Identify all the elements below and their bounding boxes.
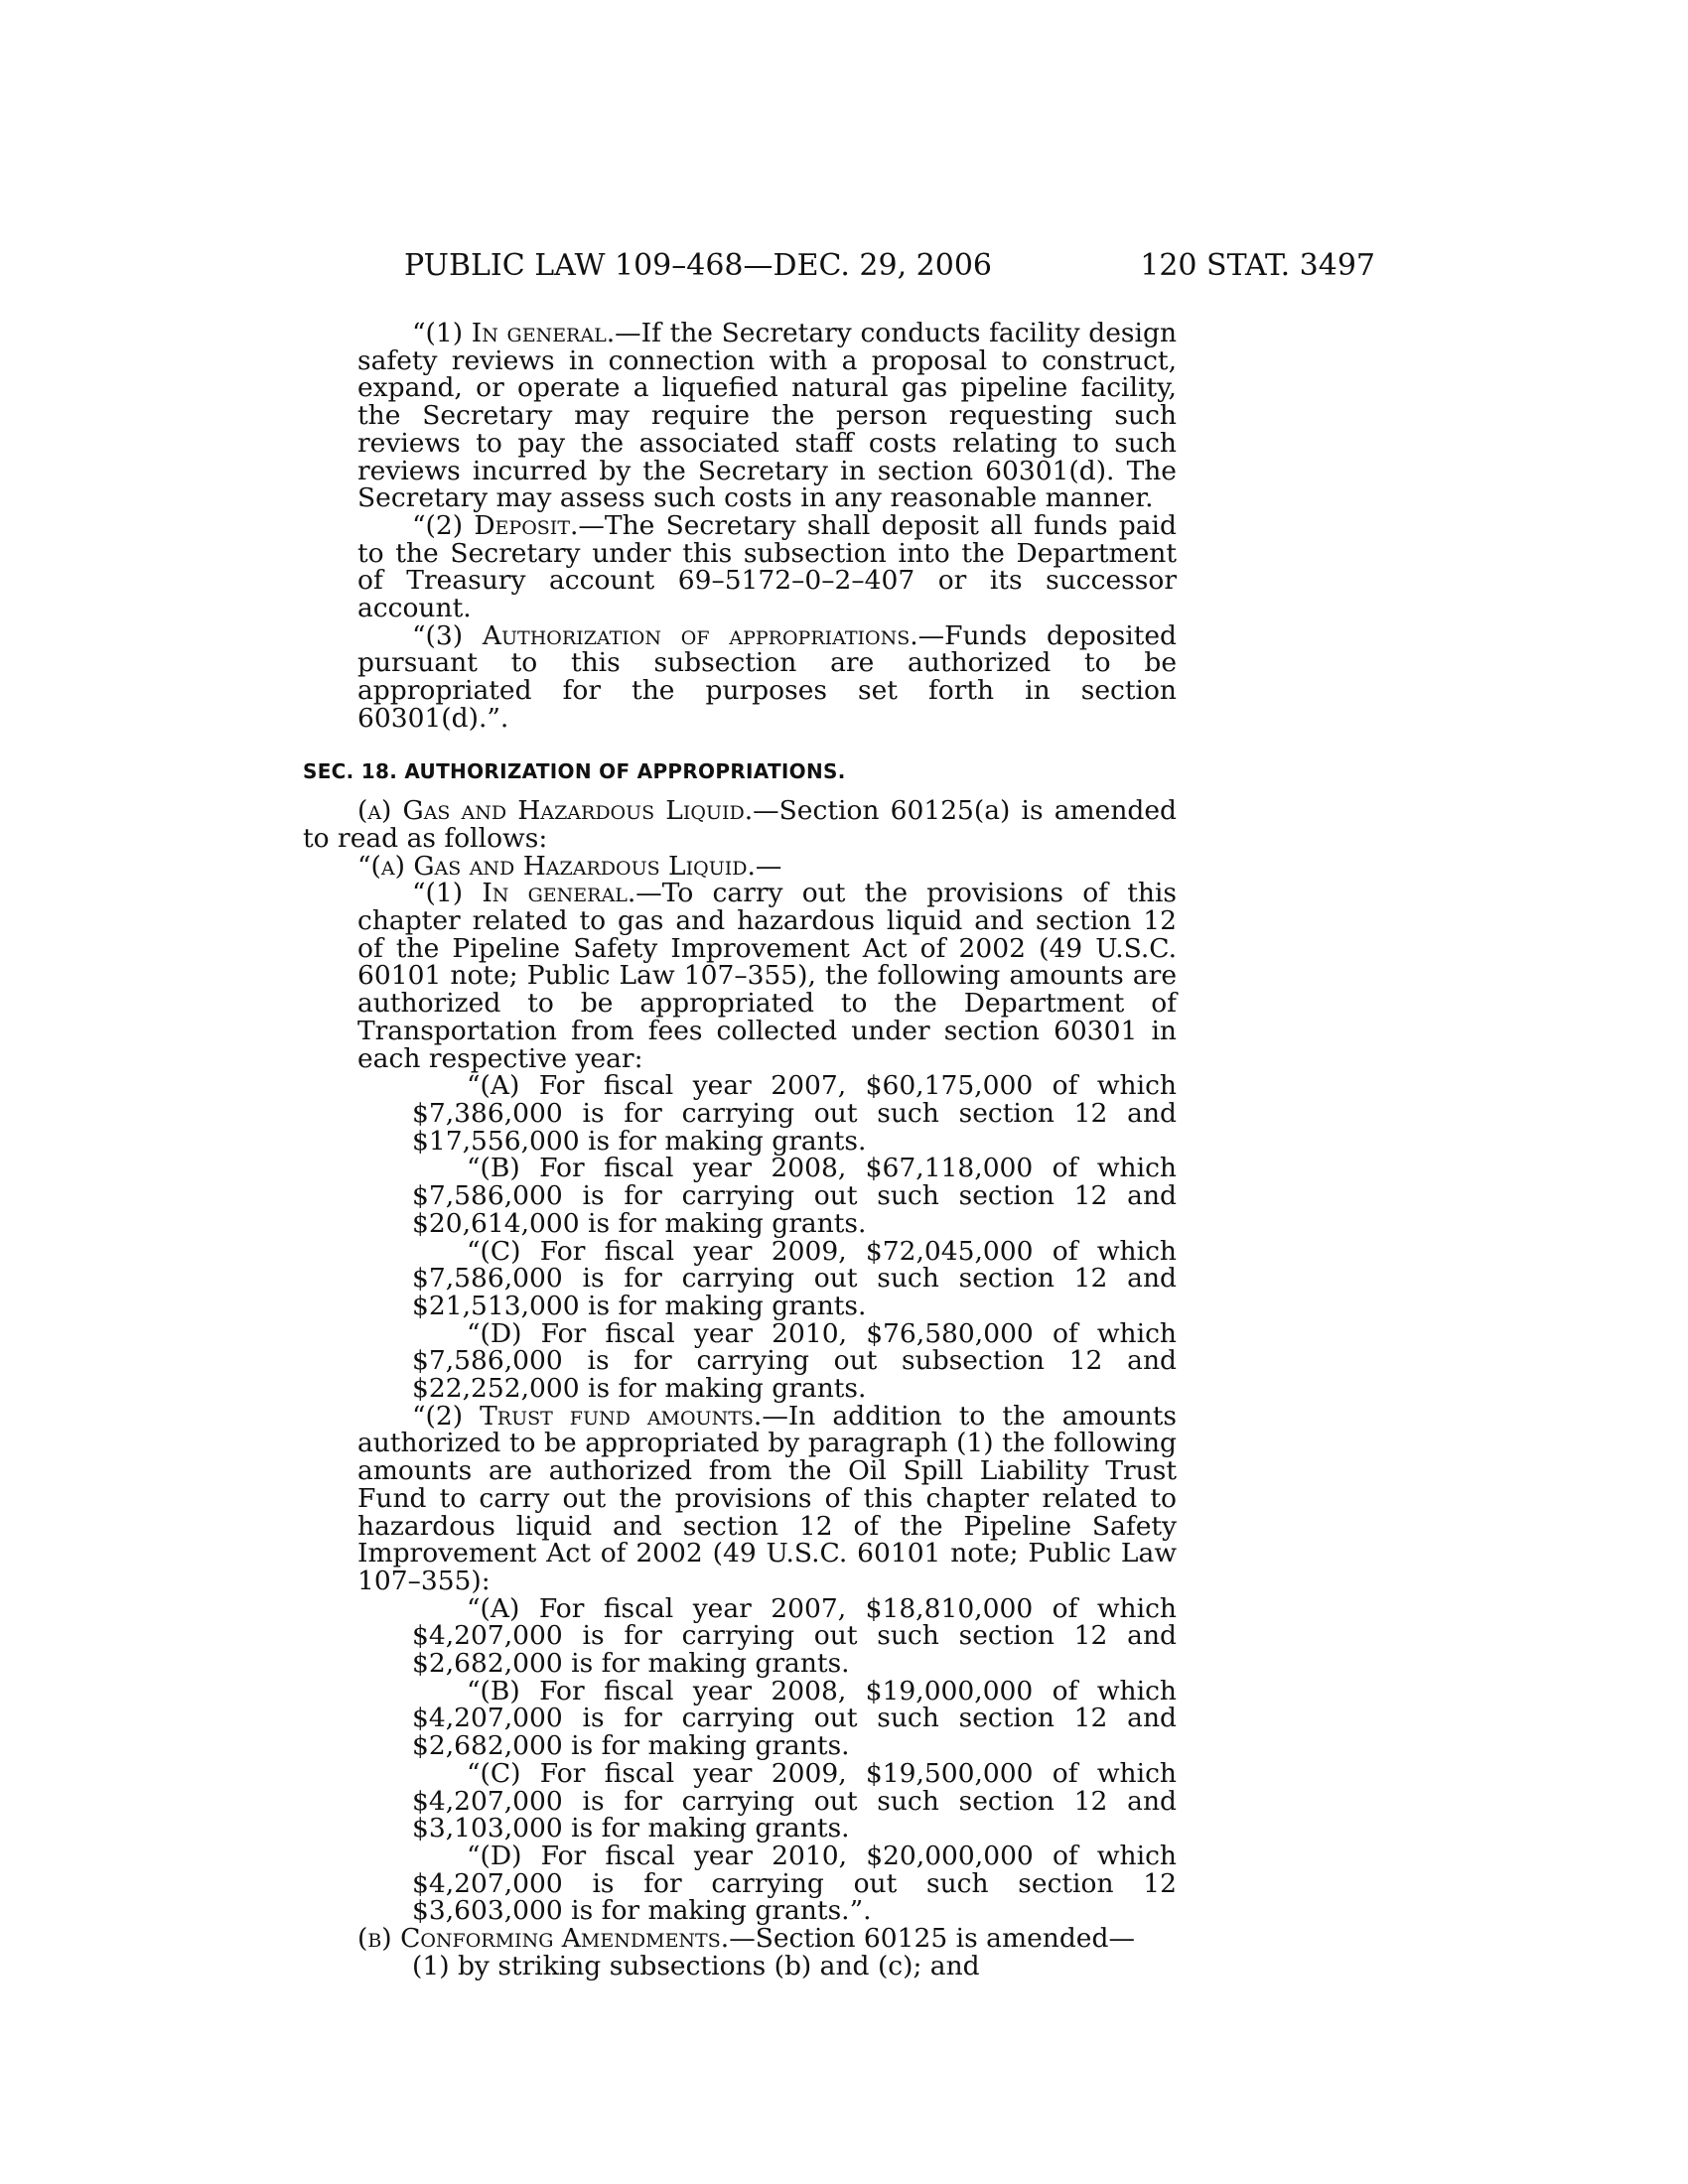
paragraph-label: “(2) Trust fund amounts. bbox=[412, 1400, 763, 1432]
paragraph-text: —If the Secretary conducts facility design safety reviews in connection with a proposal to construct, expand, or operate a liquefied natural gas pipeline facility, the Secretary may require the person requesting such reviews to pay the associated staff costs relating to such reviews incurred by the Secretary in section 60301(d). The Secretary may assess such costs in any reasonable manner. bbox=[357, 318, 1178, 514]
trust-fund-item: “(C) For fiscal year 2009, $19,500,000 of which $4,207,000 is for carrying out such section 12 and $3,103,000 is for making grants. bbox=[412, 1757, 1177, 1844]
paragraph-label: “(1) In general. bbox=[412, 878, 636, 909]
paragraph-text: —The Secretary shall deposit all funds paid to the Secretary under this subsection into the Department of Treasury account 69–5172–0–2–407 or its successor account. bbox=[357, 509, 1177, 624]
paragraph-cost-recovery-3 bbox=[303, 619, 1177, 734]
paragraph-in-general bbox=[303, 880, 1177, 1072]
fiscal-year-item: “(B) For fiscal year 2008, $67,118,000 of which $7,586,000 is for carrying out such section 12 and $20,614,000 is for making grants. bbox=[412, 1153, 1177, 1239]
trust-fund-item: “(A) For fiscal year 2007, $18,810,000 of which $4,207,000 is for carrying out such section 12 and $2,682,000 is for making grants. bbox=[412, 1592, 1177, 1680]
fiscal-year-item: “(C) For fiscal year 2009, $72,045,000 of which $7,586,000 is for carrying out such section 12 and $21,513,000 is for making grants. bbox=[412, 1235, 1177, 1321]
fiscal-year-item: “(A) For fiscal year 2007, $60,175,000 of which $7,386,000 is for carrying out such section 12 and $17,556,000 is for making grants. bbox=[412, 1070, 1177, 1157]
paragraph-label: “(3) Authorization of appropriations. bbox=[412, 619, 918, 651]
paragraph-label: “(2) Deposit. bbox=[412, 509, 579, 541]
section-heading: SEC. 18. AUTHORIZATION OF APPROPRIATIONS. bbox=[303, 758, 846, 783]
running-head-title: PUBLIC LAW 109–468—DEC. 29, 2006 bbox=[404, 248, 993, 283]
subsection-label: (a) Gas and Hazardous Liquid. bbox=[357, 795, 754, 827]
fiscal-year-item: “(D) For fiscal year 2010, $76,580,000 of which $7,586,000 is for carrying out subsection 12 and $22,252,000 is for making grants. bbox=[412, 1317, 1177, 1405]
subsection-label: (b) Conforming Amendments. bbox=[357, 1923, 730, 1955]
subsection-b bbox=[303, 1925, 1177, 1953]
paragraph-text: —To carry out the provisions of this chapter related to gas and hazardous liquid and section 12 of the Pipeline Safety Improvement Act of 2002 (49 U.S.C. 60101 note; Public Law 107–355), the following amounts are authorized to be appropriated to the Department of Transportation from fees collected under section 60301 in each respective year: bbox=[357, 878, 1177, 1074]
paragraph-label: “(1) In general. bbox=[412, 318, 616, 348]
paragraph-text: —In addition to the amounts authorized to be appropriated by paragraph (1) the following amounts are authorized from the Oil Spill Liability Trust Fund to carry out the provisions of this chapter related to hazardous liquid and section 12 of the Pipeline Safety Improvement Act of 2002 (49 U.S.C. 60101 note; Public Law 107–355): bbox=[357, 1400, 1177, 1596]
trust-fund-item: “(B) For fiscal year 2008, $19,000,000 of which $4,207,000 is for carrying out such section 12 and $2,682,000 is for making grants. bbox=[412, 1675, 1177, 1762]
subsection-text: —Section 60125 is amended— bbox=[729, 1923, 1135, 1955]
paragraph-cost-recovery-1 bbox=[303, 320, 1177, 512]
document-body bbox=[303, 320, 1177, 1979]
trust-fund-item: “(D) For fiscal year 2010, $20,000,000 of which $4,207,000 is for carrying out such section 12 $3,603,000 is for making grants.”. bbox=[412, 1840, 1177, 1927]
page-header bbox=[303, 248, 1375, 288]
quoted-subsection-a bbox=[303, 850, 1177, 882]
statute-page-reference: 120 STAT. 3497 bbox=[1140, 248, 1375, 283]
quoted-subsection-text: — bbox=[755, 850, 782, 882]
conforming-amendment-item: (1) by striking subsections (b) and (c); and bbox=[412, 1950, 980, 1981]
paragraph-cost-recovery-2 bbox=[303, 509, 1177, 624]
paragraph-trust-fund-amounts bbox=[303, 1400, 1177, 1596]
quoted-subsection-label: “(a) Gas and Hazardous Liquid. bbox=[357, 850, 756, 882]
paragraph-text: —Funds deposited pursuant to this subsection are authorized to be appropriated for the purposes set forth in section 60301(d).”. bbox=[357, 619, 1177, 734]
subsection-text: —Section 60125(a) is amended to read as follows: bbox=[303, 795, 1177, 854]
subsection-a bbox=[303, 797, 1177, 852]
